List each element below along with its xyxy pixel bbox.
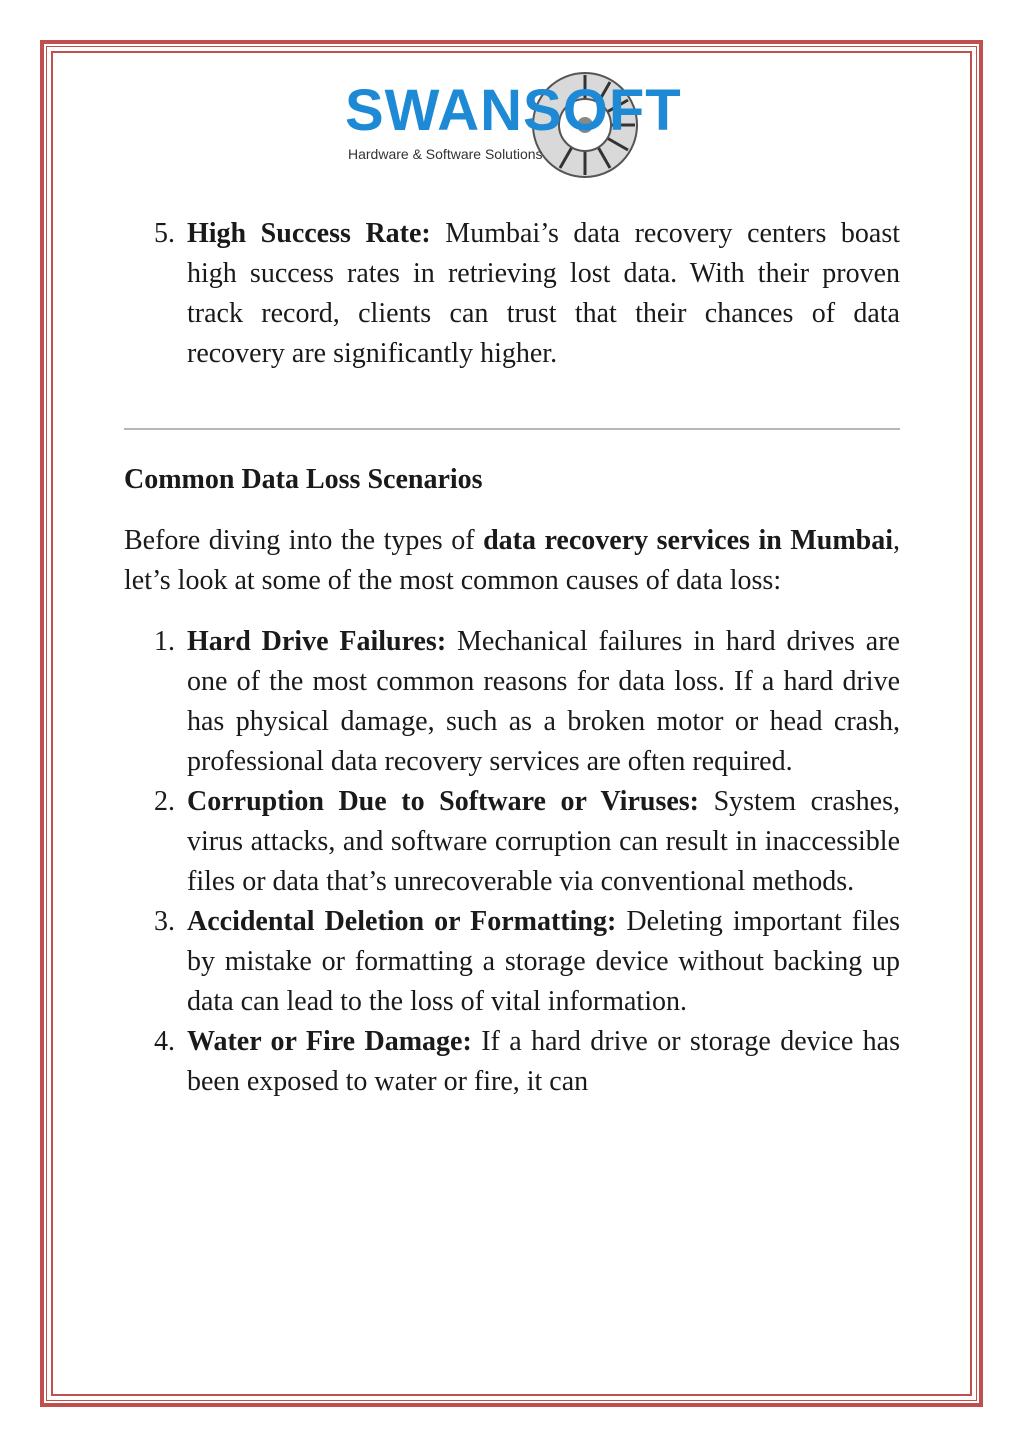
list-item-number: 1. [154, 626, 175, 657]
list-item-number: 2. [154, 786, 175, 817]
list-item [124, 622, 900, 782]
list-item-text: If a hard drive or storage device has been exposed to water or fire, it can [187, 1026, 900, 1097]
list-item-text: Deleting important files by mistake or formatting a storage device without backing up data can lead to the loss of vital information. [187, 906, 900, 1017]
horizontal-divider [124, 428, 900, 430]
list-item-text: Mechanical failures in hard drives are one of the most common reasons for data loss. If a hard drive has physical damage, such as a broken motor or head crash, professional data recovery services are often required. [187, 626, 900, 777]
list-item-title: High Success Rate: [187, 218, 431, 249]
logo-wordmark: SWANSOFT [345, 78, 682, 143]
list-item-number: 3. [154, 906, 175, 937]
list-item [124, 1022, 900, 1102]
swansoft-logo [345, 70, 685, 182]
scenario-list [124, 622, 900, 1102]
list-item-number: 4. [154, 1026, 175, 1057]
list-item-text: System crashes, virus attacks, and software corruption can result in inaccessible files or data that’s unrecoverable via conventional methods. [187, 786, 901, 897]
list-item-title: Water or Fire Damage: [187, 1026, 472, 1057]
top-list [124, 214, 900, 374]
document-body [124, 214, 900, 1102]
list-item-title: Hard Drive Failures: [187, 626, 447, 657]
intro-paragraph: Before diving into the types of data recovery services in Mumbai, let’s look at some of the most common causes of data loss: [124, 525, 901, 596]
list-item [124, 902, 900, 1022]
list-item [124, 782, 900, 902]
list-item-number: 5. [154, 218, 175, 249]
section-heading: Common Data Loss Scenarios [124, 464, 483, 495]
logo-tagline: Hardware & Software Solutions [348, 146, 543, 162]
list-item-text: Mumbai’s data recovery centers boast high success rates in retrieving lost data. With their proven track record, clients can trust that their chances of data recovery are significantly higher. [187, 218, 900, 369]
list-item [124, 214, 900, 374]
intro-bold-link-text: data recovery services in Mumbai [483, 525, 894, 556]
list-item-title: Accidental Deletion or Formatting: [187, 906, 617, 937]
list-item-title: Corruption Due to Software or Viruses: [187, 786, 700, 817]
